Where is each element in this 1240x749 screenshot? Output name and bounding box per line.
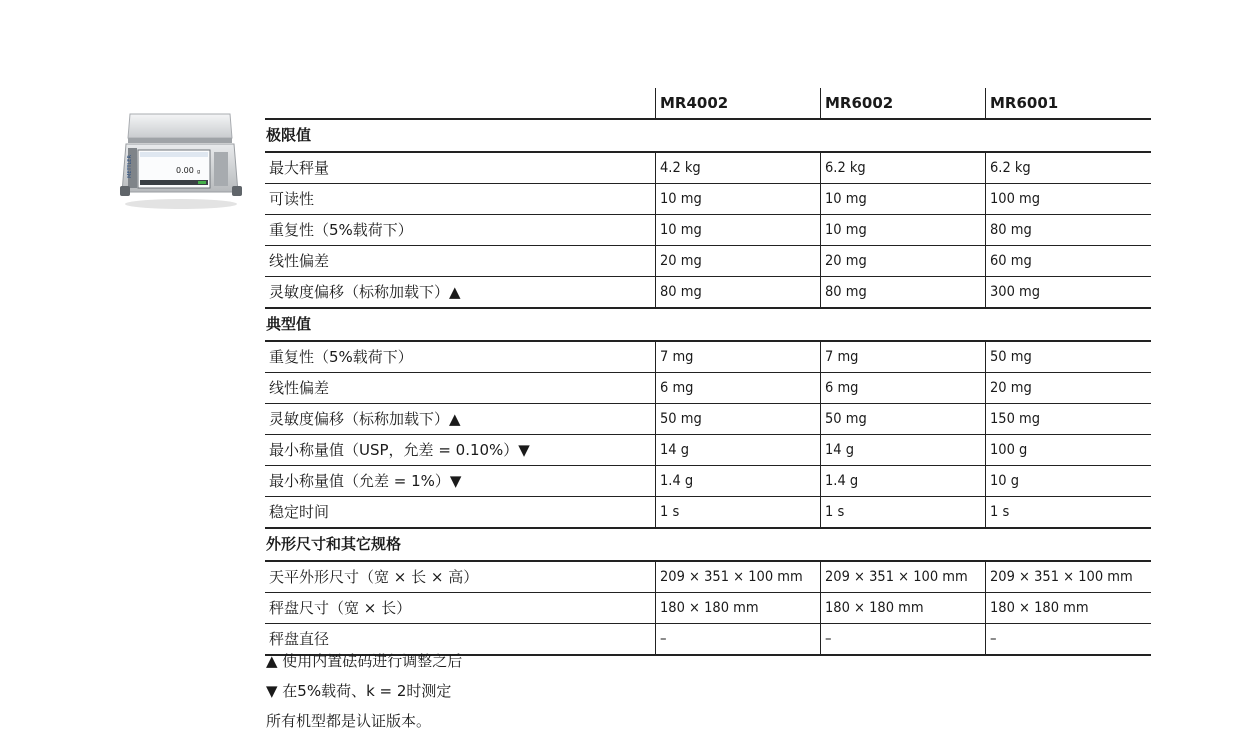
value-cell: 14 g	[655, 435, 820, 465]
value-cell: 1 s	[985, 497, 1151, 527]
value-cell: 80 mg	[820, 277, 985, 307]
footnote: ▼ 在5%载荷、k = 2时测定	[266, 682, 452, 700]
value-cell: 20 mg	[820, 246, 985, 276]
value-cell: –	[655, 624, 820, 654]
specifications-table	[265, 88, 1151, 656]
table-row	[265, 593, 1151, 624]
section-title: 外形尺寸和其它规格	[265, 529, 1151, 562]
footnote: 所有机型都是认证版本。	[266, 712, 432, 730]
value-cell: 6.2 kg	[820, 153, 985, 183]
value-cell: 20 mg	[655, 246, 820, 276]
table-row	[265, 373, 1151, 404]
value-cell: 180 × 180 mm	[820, 593, 985, 623]
table-header	[265, 88, 1151, 120]
value-cell: 6.2 kg	[985, 153, 1151, 183]
row-label: 最小称量值（允差 = 1%）▼	[269, 472, 462, 490]
value-cell: 7 mg	[655, 342, 820, 372]
table-row	[265, 342, 1151, 373]
section-title: 典型值	[265, 309, 1151, 342]
table-row	[265, 497, 1151, 529]
row-label: 稳定时间	[269, 503, 330, 521]
value-cell: 10 g	[985, 466, 1151, 496]
value-cell: 209 × 351 × 100 mm	[820, 562, 985, 592]
table-row	[265, 435, 1151, 466]
value-cell: 60 mg	[985, 246, 1151, 276]
value-cell: 50 mg	[655, 404, 820, 434]
value-cell: 100 mg	[985, 184, 1151, 214]
value-cell: 209 × 351 × 100 mm	[655, 562, 820, 592]
value-cell: 150 mg	[985, 404, 1151, 434]
value-cell: 300 mg	[985, 277, 1151, 307]
table-row	[265, 466, 1151, 497]
row-label: 线性偏差	[269, 252, 330, 270]
row-label: 重复性（5%载荷下）	[269, 221, 413, 239]
value-cell: 209 × 351 × 100 mm	[985, 562, 1151, 592]
footnote: ▲ 使用内置砝码进行调整之后	[266, 652, 463, 670]
value-cell: 50 mg	[985, 342, 1151, 372]
balance-product-image	[118, 106, 244, 210]
column-header: MR4002	[655, 88, 820, 118]
value-cell: 20 mg	[985, 373, 1151, 403]
row-label: 重复性（5%载荷下）	[269, 348, 413, 366]
footnotes	[266, 646, 462, 736]
table-row	[265, 277, 1151, 309]
row-label: 最小称量值（USP，允差 = 0.10%）▼	[269, 441, 530, 459]
value-cell: 80 mg	[985, 215, 1151, 245]
table-row	[265, 562, 1151, 593]
row-label: 可读性	[269, 190, 315, 208]
value-cell: 10 mg	[655, 215, 820, 245]
value-cell: 1 s	[820, 497, 985, 527]
value-cell: 10 mg	[820, 184, 985, 214]
table-row	[265, 404, 1151, 435]
svg-text:METTLER: METTLER	[127, 155, 133, 178]
header-empty-cell	[265, 88, 655, 118]
row-label: 灵敏度偏移（标称加载下）▲	[269, 410, 461, 428]
value-cell: 4.2 kg	[655, 153, 820, 183]
row-label: 秤盘直径	[269, 630, 330, 648]
section-title: 极限值	[265, 120, 1151, 153]
row-label: 天平外形尺寸（宽 × 长 × 高）	[269, 568, 479, 586]
column-header: MR6001	[985, 88, 1151, 118]
column-header: MR6002	[820, 88, 985, 118]
table-row	[265, 246, 1151, 277]
value-cell: 180 × 180 mm	[655, 593, 820, 623]
value-cell: 50 mg	[820, 404, 985, 434]
row-label: 最大秤量	[269, 159, 330, 177]
value-cell: 80 mg	[655, 277, 820, 307]
table-row	[265, 153, 1151, 184]
value-cell: 14 g	[820, 435, 985, 465]
table-row	[265, 184, 1151, 215]
value-cell: 180 × 180 mm	[985, 593, 1151, 623]
value-cell: –	[985, 624, 1151, 654]
value-cell: 100 g	[985, 435, 1151, 465]
value-cell: 6 mg	[655, 373, 820, 403]
value-cell: 6 mg	[820, 373, 985, 403]
value-cell: 1.4 g	[820, 466, 985, 496]
value-cell: –	[820, 624, 985, 654]
row-label: 灵敏度偏移（标称加载下）▲	[269, 283, 461, 301]
value-cell: 10 mg	[820, 215, 985, 245]
display-unit: g	[197, 169, 201, 175]
row-label: 线性偏差	[269, 379, 330, 397]
value-cell: 10 mg	[655, 184, 820, 214]
value-cell: 1 s	[655, 497, 820, 527]
table-row	[265, 215, 1151, 246]
value-cell: 7 mg	[820, 342, 985, 372]
row-label: 秤盘尺寸（宽 × 长）	[269, 599, 412, 617]
display-reading: 0.00	[176, 166, 194, 175]
value-cell: 1.4 g	[655, 466, 820, 496]
